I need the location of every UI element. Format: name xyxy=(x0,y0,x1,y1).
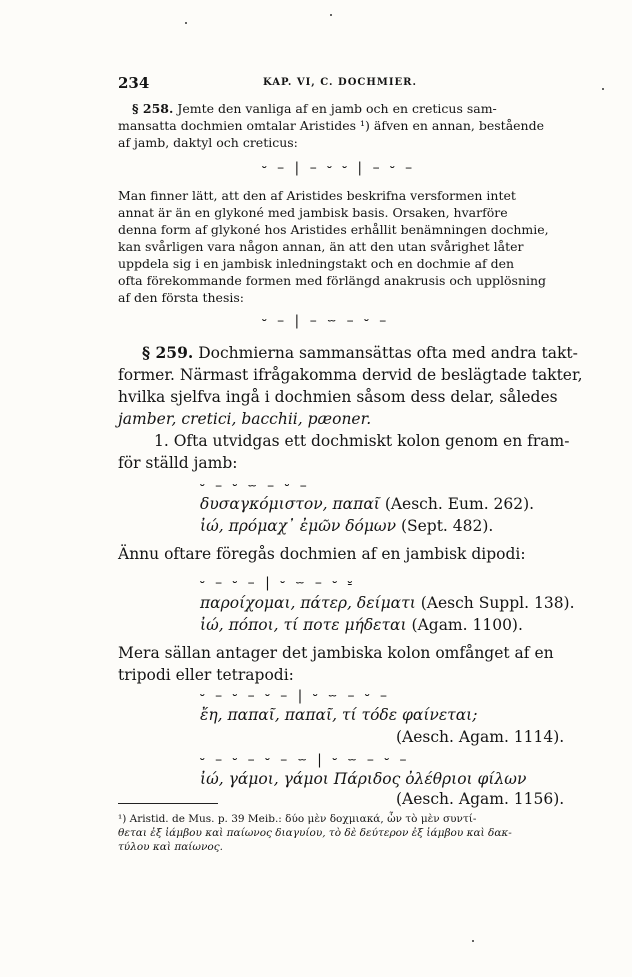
citation: (Agam. 1100). xyxy=(411,616,523,634)
page-number: 234 xyxy=(118,74,150,92)
footnote-line: ¹) Aristid. de Mus. p. 39 Meib.: δύο μὲν δοχμιακά, ὧν τὸ μὲν συντί- xyxy=(118,813,477,825)
text-line: mansatta dochmien omtalar Aristides ¹) äfven en annan, bestående xyxy=(118,118,545,133)
greek-verse: ἰώ, πρόμαχ᾽ ἐμῶν δόμων xyxy=(200,517,396,535)
meter-scheme: ⏑ – | – ⏑ ⏑ | – ⏑ – xyxy=(262,160,416,176)
citation: (Aesch. Agam. 1156). xyxy=(396,790,565,808)
footnote-line: τύλου καὶ παίωνος. xyxy=(118,841,223,853)
section-number: § 258. xyxy=(132,101,174,116)
greek-verse: ἰώ, πόποι, τί ποτε μήδεται xyxy=(200,616,407,634)
text-line: Dochmierna sammansättas ofta med andra takt- xyxy=(198,344,578,362)
print-speck xyxy=(330,14,332,16)
greek-verse: ἔη, παπαῖ, παπαῖ, τί τόδε φαίνεται; xyxy=(200,706,478,724)
greek-verse: παροίχομαι, πάτερ, δείματι xyxy=(200,594,416,612)
text-line: denna form af glykoné hos Aristides erhållit benämningen dochmie, xyxy=(118,222,549,237)
greek-examples-b xyxy=(118,592,578,636)
text-line: hvilka sjelfva ingå i dochmien såsom dess delar, således xyxy=(118,388,558,406)
text-line: Mera sällan antager det jambiska kolon omfånget af en xyxy=(118,644,554,662)
greek-verse: δυσαγκόμιστον, παπαῖ xyxy=(200,495,380,513)
text-line: former. Närmast ifrågakomma dervid de beslägtade takter, xyxy=(118,366,583,384)
text-line: Man finner lätt, att den af Aristides beskrifna versformen intet xyxy=(118,188,516,203)
text-line: kan svårligen vara någon annan, än att den utan svårighet låter xyxy=(118,239,524,254)
meter-scheme: ⏑ – ⏑ – | ⏑ ⏖ – ⏑ ⏓ xyxy=(200,575,356,591)
citation: (Sept. 482). xyxy=(400,517,494,535)
citation: (Aesch. Eum. 262). xyxy=(384,495,535,513)
text-line: Jemte den vanliga af en jamb och en creticus sam- xyxy=(177,101,497,116)
section-259 xyxy=(118,342,583,432)
greek-examples-a xyxy=(118,493,578,537)
print-speck xyxy=(185,22,187,24)
text-line: uppdela sig i en jambisk inledningstakt och en dochmie af den xyxy=(118,256,515,271)
section-number: § 259. xyxy=(142,343,194,362)
page-header xyxy=(118,74,578,94)
text-line: för ställd jamb: xyxy=(118,454,238,472)
footnote-line: θεται ἐξ ἰάμβου καὶ παίωνος διαγυίου, τὸ δὲ δεύτερον ἐξ ἰάμβου καὶ δακ- xyxy=(118,827,512,839)
meter-scheme: ⏑ – ⏑ – ⏑ – | ⏑ ⏖ – ⏑ – xyxy=(200,688,391,704)
text-line: 1. Ofta utvidgas ett dochmiskt kolon genom en fram- xyxy=(154,432,570,450)
footnote-rule xyxy=(118,803,218,804)
text-line: ofta förekommande formen med förlängd anakrusis och upplösning xyxy=(118,273,547,288)
text-line: af den första thesis: xyxy=(118,290,244,305)
print-speck xyxy=(602,88,604,90)
paragraph xyxy=(118,543,578,565)
meter-scheme: ⏑ – | – ⏖ – ⏑ – xyxy=(262,313,390,329)
running-head: KAP. VI, C. DOCHMIER. xyxy=(263,77,417,88)
item-1 xyxy=(118,430,578,476)
text-line: tripodi eller tetrapodi: xyxy=(118,666,294,684)
greek-verse: ἰώ, γάμοι, γάμοι Πάριδος ὀλέθριοι φίλων xyxy=(200,770,527,788)
greek-example-d xyxy=(118,768,578,812)
text-line: af jamb, daktyl och creticus: xyxy=(118,135,298,150)
text-line: jamber, cretici, bacchii, pæoner. xyxy=(118,410,372,428)
meter-scheme: ⏑ – ⏑ – ⏑ – ⏖ | ⏑ ⏖ – ⏑ – xyxy=(200,752,410,768)
greek-example-c xyxy=(118,704,578,748)
text-line: Ännu oftare föregås dochmien af en jambisk dipodi: xyxy=(118,545,526,563)
text-line: annat är än en glykoné med jambisk basis. Orsaken, hvarföre xyxy=(118,205,508,220)
meter-scheme: ⏑ – ⏑ ⏖ – ⏑ – xyxy=(200,478,310,494)
citation: (Aesch Suppl. 138). xyxy=(420,594,575,612)
print-speck xyxy=(472,940,474,942)
footnote xyxy=(118,812,578,854)
paragraph xyxy=(118,642,578,686)
citation: (Aesch. Agam. 1114). xyxy=(396,728,565,746)
paragraph xyxy=(118,187,578,317)
